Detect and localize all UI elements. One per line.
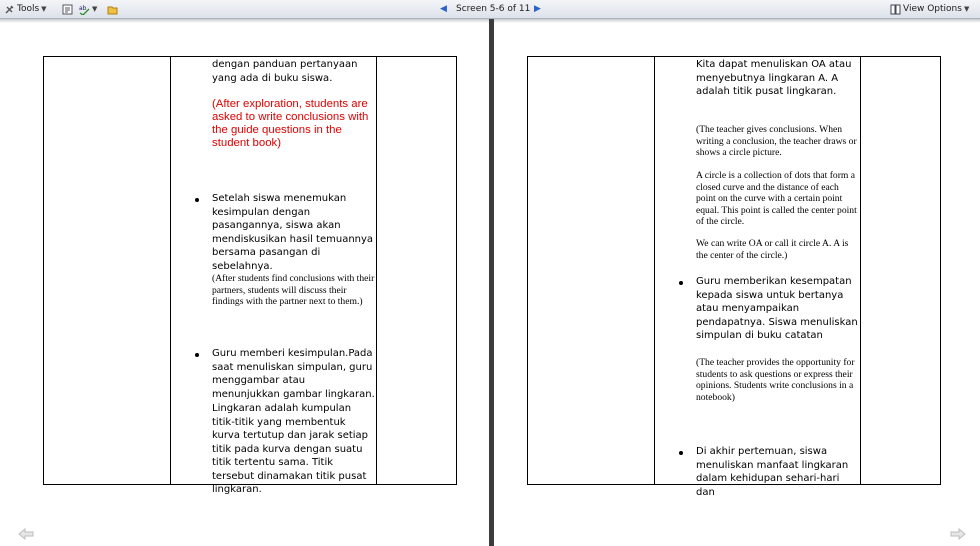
page-shadow <box>494 19 980 23</box>
table-cell-activities <box>655 57 861 498</box>
bullet-icon <box>679 281 683 285</box>
tools-menu[interactable] <box>4 2 47 16</box>
tools-label: Tools <box>17 4 40 14</box>
translation-note: (After exploration, students are asked to write conclusions with the guide questions in the student book) <box>212 98 369 149</box>
table-cell-empty <box>528 57 655 485</box>
bullet-icon <box>679 451 683 455</box>
table-cell-activities <box>171 57 377 495</box>
table-cell-empty <box>44 57 171 485</box>
arrow-right-icon: ▶ <box>534 4 541 14</box>
research-icon <box>62 4 73 15</box>
chevron-down-icon: ▼ <box>963 5 970 13</box>
bullet-text: Setelah siswa menemukan kesimpulan dengan pasangannya, siswa akan mendiskusikan hasil temuannya bersama pasangan di sebelahnya. <box>212 193 374 272</box>
bullet-text: Di akhir pertemuan, siswa menuliskan manfaat lingkaran dalam kehidupan sehari-hari dan <box>696 446 849 498</box>
chevron-down-icon: ▼ <box>41 5 47 13</box>
next-screen-button[interactable] <box>534 2 541 16</box>
next-page-arrow-icon[interactable] <box>950 528 966 540</box>
page-shadow <box>0 19 489 23</box>
tools-icon <box>4 4 15 15</box>
left-page[interactable] <box>0 19 489 546</box>
folder-button[interactable] <box>107 2 118 16</box>
lesson-table-right <box>527 56 941 498</box>
previous-screen-button[interactable] <box>440 2 447 16</box>
screen-counter <box>456 2 530 16</box>
previous-page-arrow-icon[interactable] <box>18 528 34 540</box>
spelling-button[interactable] <box>79 2 97 16</box>
translation-note: (The teacher gives conclusions. When writing a conclusion, the teacher draws or shows a circle picture. <box>696 124 857 159</box>
folder-icon <box>107 4 118 15</box>
bullet-icon <box>195 353 199 357</box>
screen-counter-label: Screen 5-6 of 11 <box>456 4 531 14</box>
research-button[interactable] <box>62 2 73 16</box>
spelling-icon <box>79 4 90 15</box>
table-cell-empty <box>377 57 457 485</box>
lesson-table-left <box>43 56 457 495</box>
bullet-text: Lingkaran adalah kumpulan titik-titik yang membentuk kurva tertutup dan jarak setiap titik pada kurva dengan suatu titik tertentu sama. Titik tersebut dinamakan titik pusat lingkaran. <box>212 403 369 495</box>
view-options-label: View Options <box>903 4 962 14</box>
paragraph: Kita dapat menuliskan OA atau menyebutnya lingkaran A. A adalah titik pusat lingkaran. <box>696 59 852 97</box>
chevron-down-icon: ▼ <box>92 5 98 13</box>
svg-text:ab: ab <box>79 4 87 12</box>
reader-toolbar <box>0 0 980 19</box>
translation-note: A circle is a collection of dots that form a closed curve and the distance of each point on the curve with a certain point equal. This point is called the center point of the circle. <box>696 170 857 228</box>
translation-note: (After students find conclusions with their partners, students will discuss their findings with the partner next to them.) <box>212 273 375 308</box>
view-options-menu[interactable] <box>890 2 969 16</box>
translation-note: (The teacher provides the opportunity for students to ask questions or express their opinions. Students write conclusions in a notebook) <box>696 357 855 403</box>
view-options-icon <box>890 4 901 15</box>
bullet-text: Guru memberi kesimpulan.Pada saat menuliskan simpulan, guru menggambar atau menunjukkan gambar lingkaran. <box>212 348 375 400</box>
bullet-text: Guru memberikan kesempatan kepada siswa untuk bertanya atau menyampaikan pendapatnya. Siswa menuliskan simpulan di buku catatan <box>696 276 858 341</box>
right-page[interactable] <box>494 19 980 546</box>
bullet-icon <box>195 198 199 202</box>
table-cell-empty <box>861 57 941 485</box>
paragraph: dengan panduan pertanyaan yang ada di buku siswa. <box>212 59 358 84</box>
arrow-left-icon: ◀ <box>440 4 447 14</box>
translation-note: We can write OA or call it circle A. A is the center of the circle.) <box>696 238 849 261</box>
